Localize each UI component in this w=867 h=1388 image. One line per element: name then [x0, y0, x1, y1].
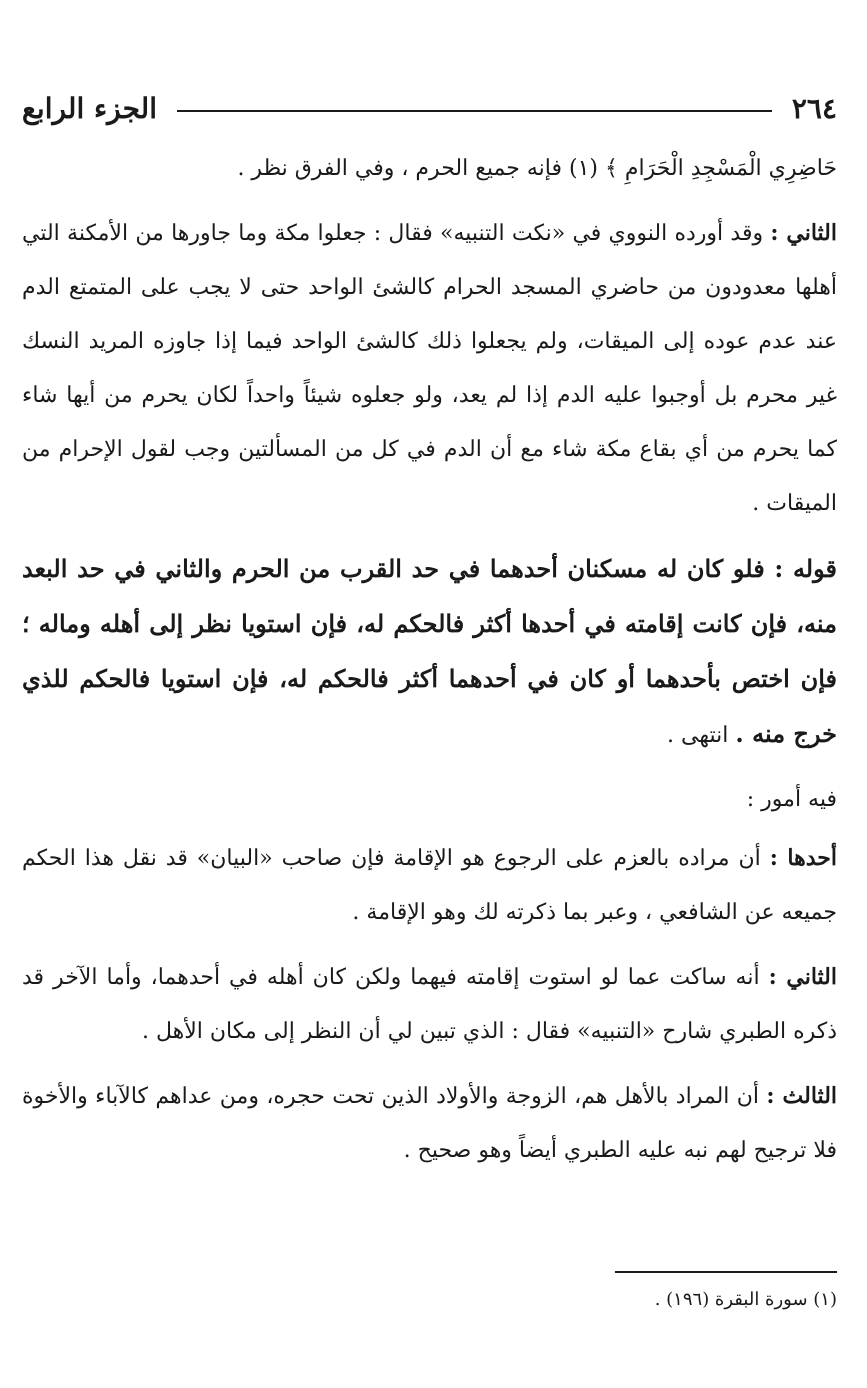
paragraph	[22, 142, 837, 196]
paragraph-lead: أحدها :	[769, 845, 837, 871]
paragraph-text: أن المراد بالأهل هم، الزوجة والأولاد الذين تحت حجره، ومن عداهم كالآباء والأخوة فلا ترجيح لهم نبه عليه الطبري أيضاً وهو صحيح .	[22, 1084, 837, 1163]
quoted-paragraph	[22, 541, 837, 763]
paragraph	[22, 773, 837, 827]
page-header	[22, 86, 837, 130]
header-rule	[177, 110, 772, 112]
footnote-rule	[615, 1271, 837, 1273]
paragraph-lead: الثالث :	[766, 1083, 838, 1109]
paragraph	[22, 950, 837, 1059]
paragraph-text: أنه ساكت عما لو استوت إقامته فيهما ولكن كان أهله في أحدهما، وأما الآخر قد ذكره الطبري شارح «التنبيه» فقال : الذي تبين لي أن النظر إلى مكان الأهل .	[22, 965, 837, 1044]
paragraph-lead: الثاني :	[768, 964, 837, 990]
paragraph	[22, 831, 837, 940]
paragraph-lead: الثاني :	[770, 220, 837, 246]
paragraph-text: أن مراده بالعزم على الرجوع هو الإقامة فإن صاحب «البيان» قد نقل هذا الحكم جميعه عن الشافعي ، وعبر بما ذكرته لك وهو الإقامة .	[22, 846, 837, 925]
paragraph-text: وقد أورده النووي في «نكت التنبيه» فقال : جعلوا مكة وما جاورها من الأمكنة التي أهلها معدودون من حاضري المسجد الحرام كالشئ الواحد حتى لا يجب على المتمتع الدم عند عدم عوده إلى الميقات، ولم يجعلوا ذلك كالشئ الواحد فيما إذا جاوزه المريد النسك غير محرم بل أوجبوا عليه الدم إذا لم يعد، ولو جعلوه شيئاً واحداً لكان يحرم من أيها شاء كما يحرم من أي بقاع مكة شاء مع أن الدم في كل من المسألتين وجب لقول الإحرام من الميقات .	[22, 221, 837, 516]
paragraph-text: حَاضِرِي الْمَسْجِدِ الْحَرَامِ ﴾ (١) فإنه جميع الحرم ، وفي الفرق نظر .	[237, 156, 837, 181]
paragraph-text: انتهى .	[667, 723, 736, 748]
running-head: الجزء الرابع	[22, 91, 157, 125]
paragraph	[22, 206, 837, 531]
quoted-text: قوله : فلو كان له مسكنان أحدهما في حد القرب من الحرم والثاني في حد البعد منه، فإن كانت إقامته في أحدها أكثر فالحكم له، فإن استويا نظر إلى أهله وماله ؛ فإن اختص بأحدهما أو كان في أحدهما أكثر فالحكم له، فإن استويا فالحكم للذي خرج منه .	[22, 554, 837, 748]
paragraph-text: فيه أمور :	[746, 787, 837, 812]
paragraph	[22, 1069, 837, 1178]
page-number: ٢٦٤	[791, 91, 837, 125]
footnote: (١) سورة البقرة (١٩٦) .	[654, 1289, 837, 1310]
page-body	[22, 142, 837, 1188]
